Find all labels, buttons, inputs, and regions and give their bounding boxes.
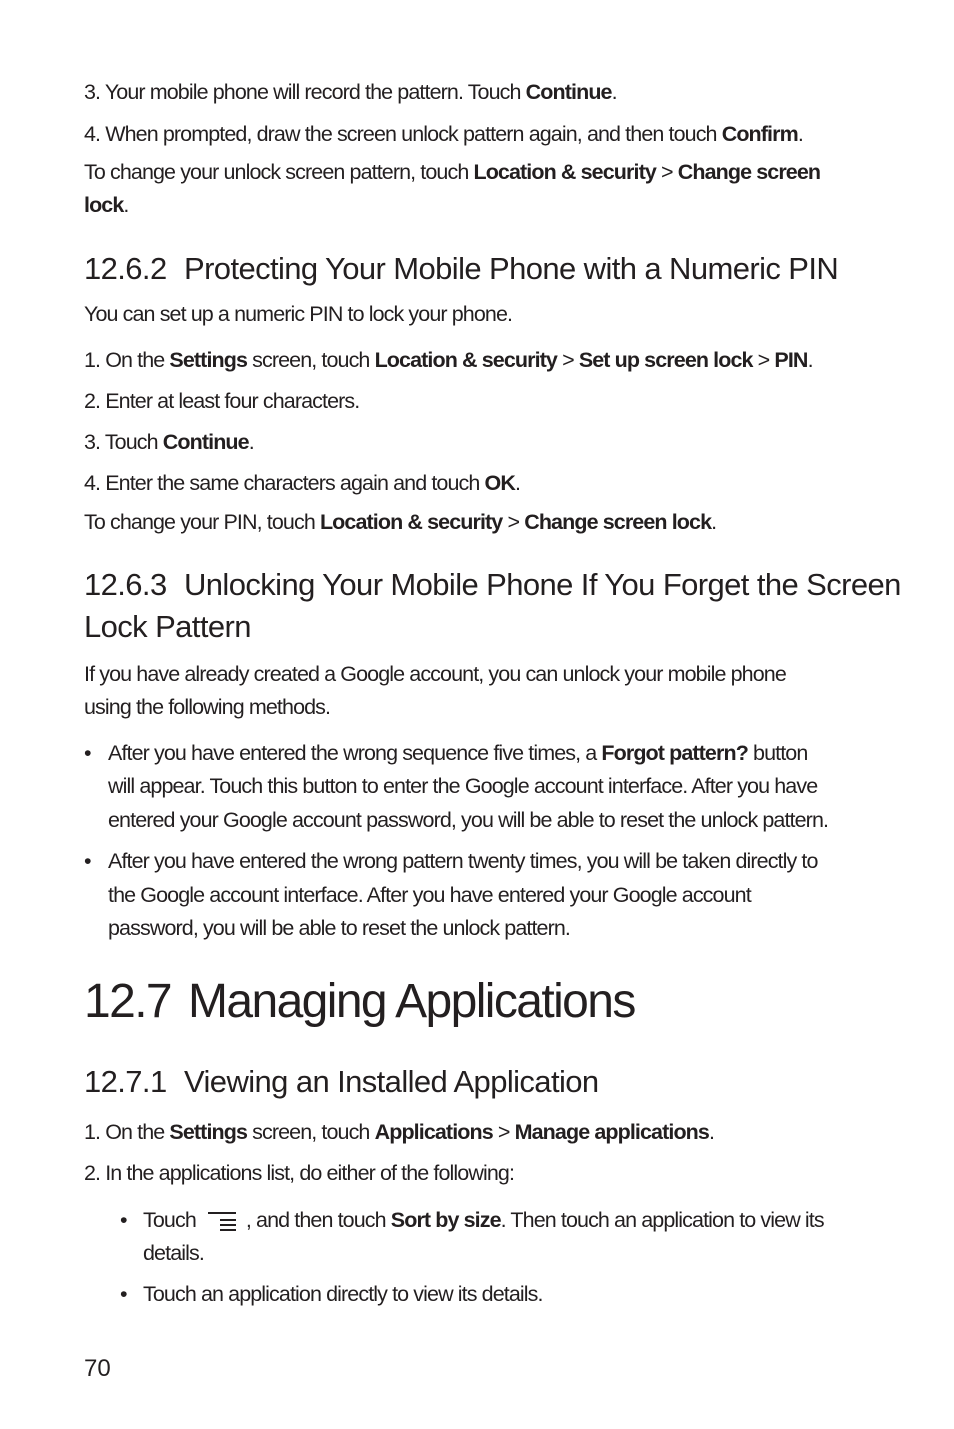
section-1271-step-2: 2. In the applications list, do either of the following: (84, 1161, 515, 1185)
section-1263-heading-line2: Lock Pattern (84, 609, 251, 644)
section-1271-step-1: 1. On the Settings screen, touch Applications > Manage applications. (84, 1120, 715, 1144)
intro-change-pattern-line1: To change your unlock screen pattern, touch Location & security > Change screen (84, 160, 821, 184)
intro-change-pattern-line2: lock. (84, 193, 129, 217)
bullet-marker: • (84, 741, 91, 765)
section-127-heading: 12.7 Managing Applications (84, 975, 635, 1028)
menu-icon (208, 1209, 236, 1231)
intro-step-4: 4. When prompted, draw the screen unlock pattern again, and then touch Confirm. (84, 122, 803, 146)
section-1262-step-3: 3. Touch Continue. (84, 430, 254, 454)
section-1262-heading: 12.6.2 Protecting Your Mobile Phone with a Numeric PIN (84, 251, 839, 286)
list-item-text: Touch , and then touch Sort by size. Then touch an application to view its (143, 1208, 824, 1232)
section-1262-step-4: 4. Enter the same characters again and touch OK. (84, 471, 521, 495)
section-1263-heading-line1: 12.6.3 Unlocking Your Mobile Phone If You Forget the Screen (84, 567, 901, 602)
section-1262-step-2: 2. Enter at least four characters. (84, 389, 360, 413)
bullet-marker: • (120, 1282, 127, 1306)
section-1271-heading: 12.7.1 Viewing an Installed Application (84, 1064, 599, 1099)
bullet-marker: • (120, 1208, 127, 1232)
section-1263-intro-line2: using the following methods. (84, 695, 331, 719)
bullet-marker: • (84, 849, 91, 873)
section-1263-intro-line1: If you have already created a Google account, you can unlock your mobile phone (84, 662, 786, 686)
section-1262-intro: You can set up a numeric PIN to lock your phone. (84, 302, 513, 326)
section-1262-step-1: 1. On the Settings screen, touch Location & security > Set up screen lock > PIN. (84, 348, 813, 372)
intro-step-3: 3. Your mobile phone will record the pattern. Touch Continue. (84, 80, 617, 104)
page-number: 70 (84, 1355, 111, 1382)
list-item-text: After you have entered the wrong sequence five times, a Forgot pattern? button (108, 741, 808, 765)
section-1262-change-pin: To change your PIN, touch Location & security > Change screen lock. (84, 510, 717, 534)
